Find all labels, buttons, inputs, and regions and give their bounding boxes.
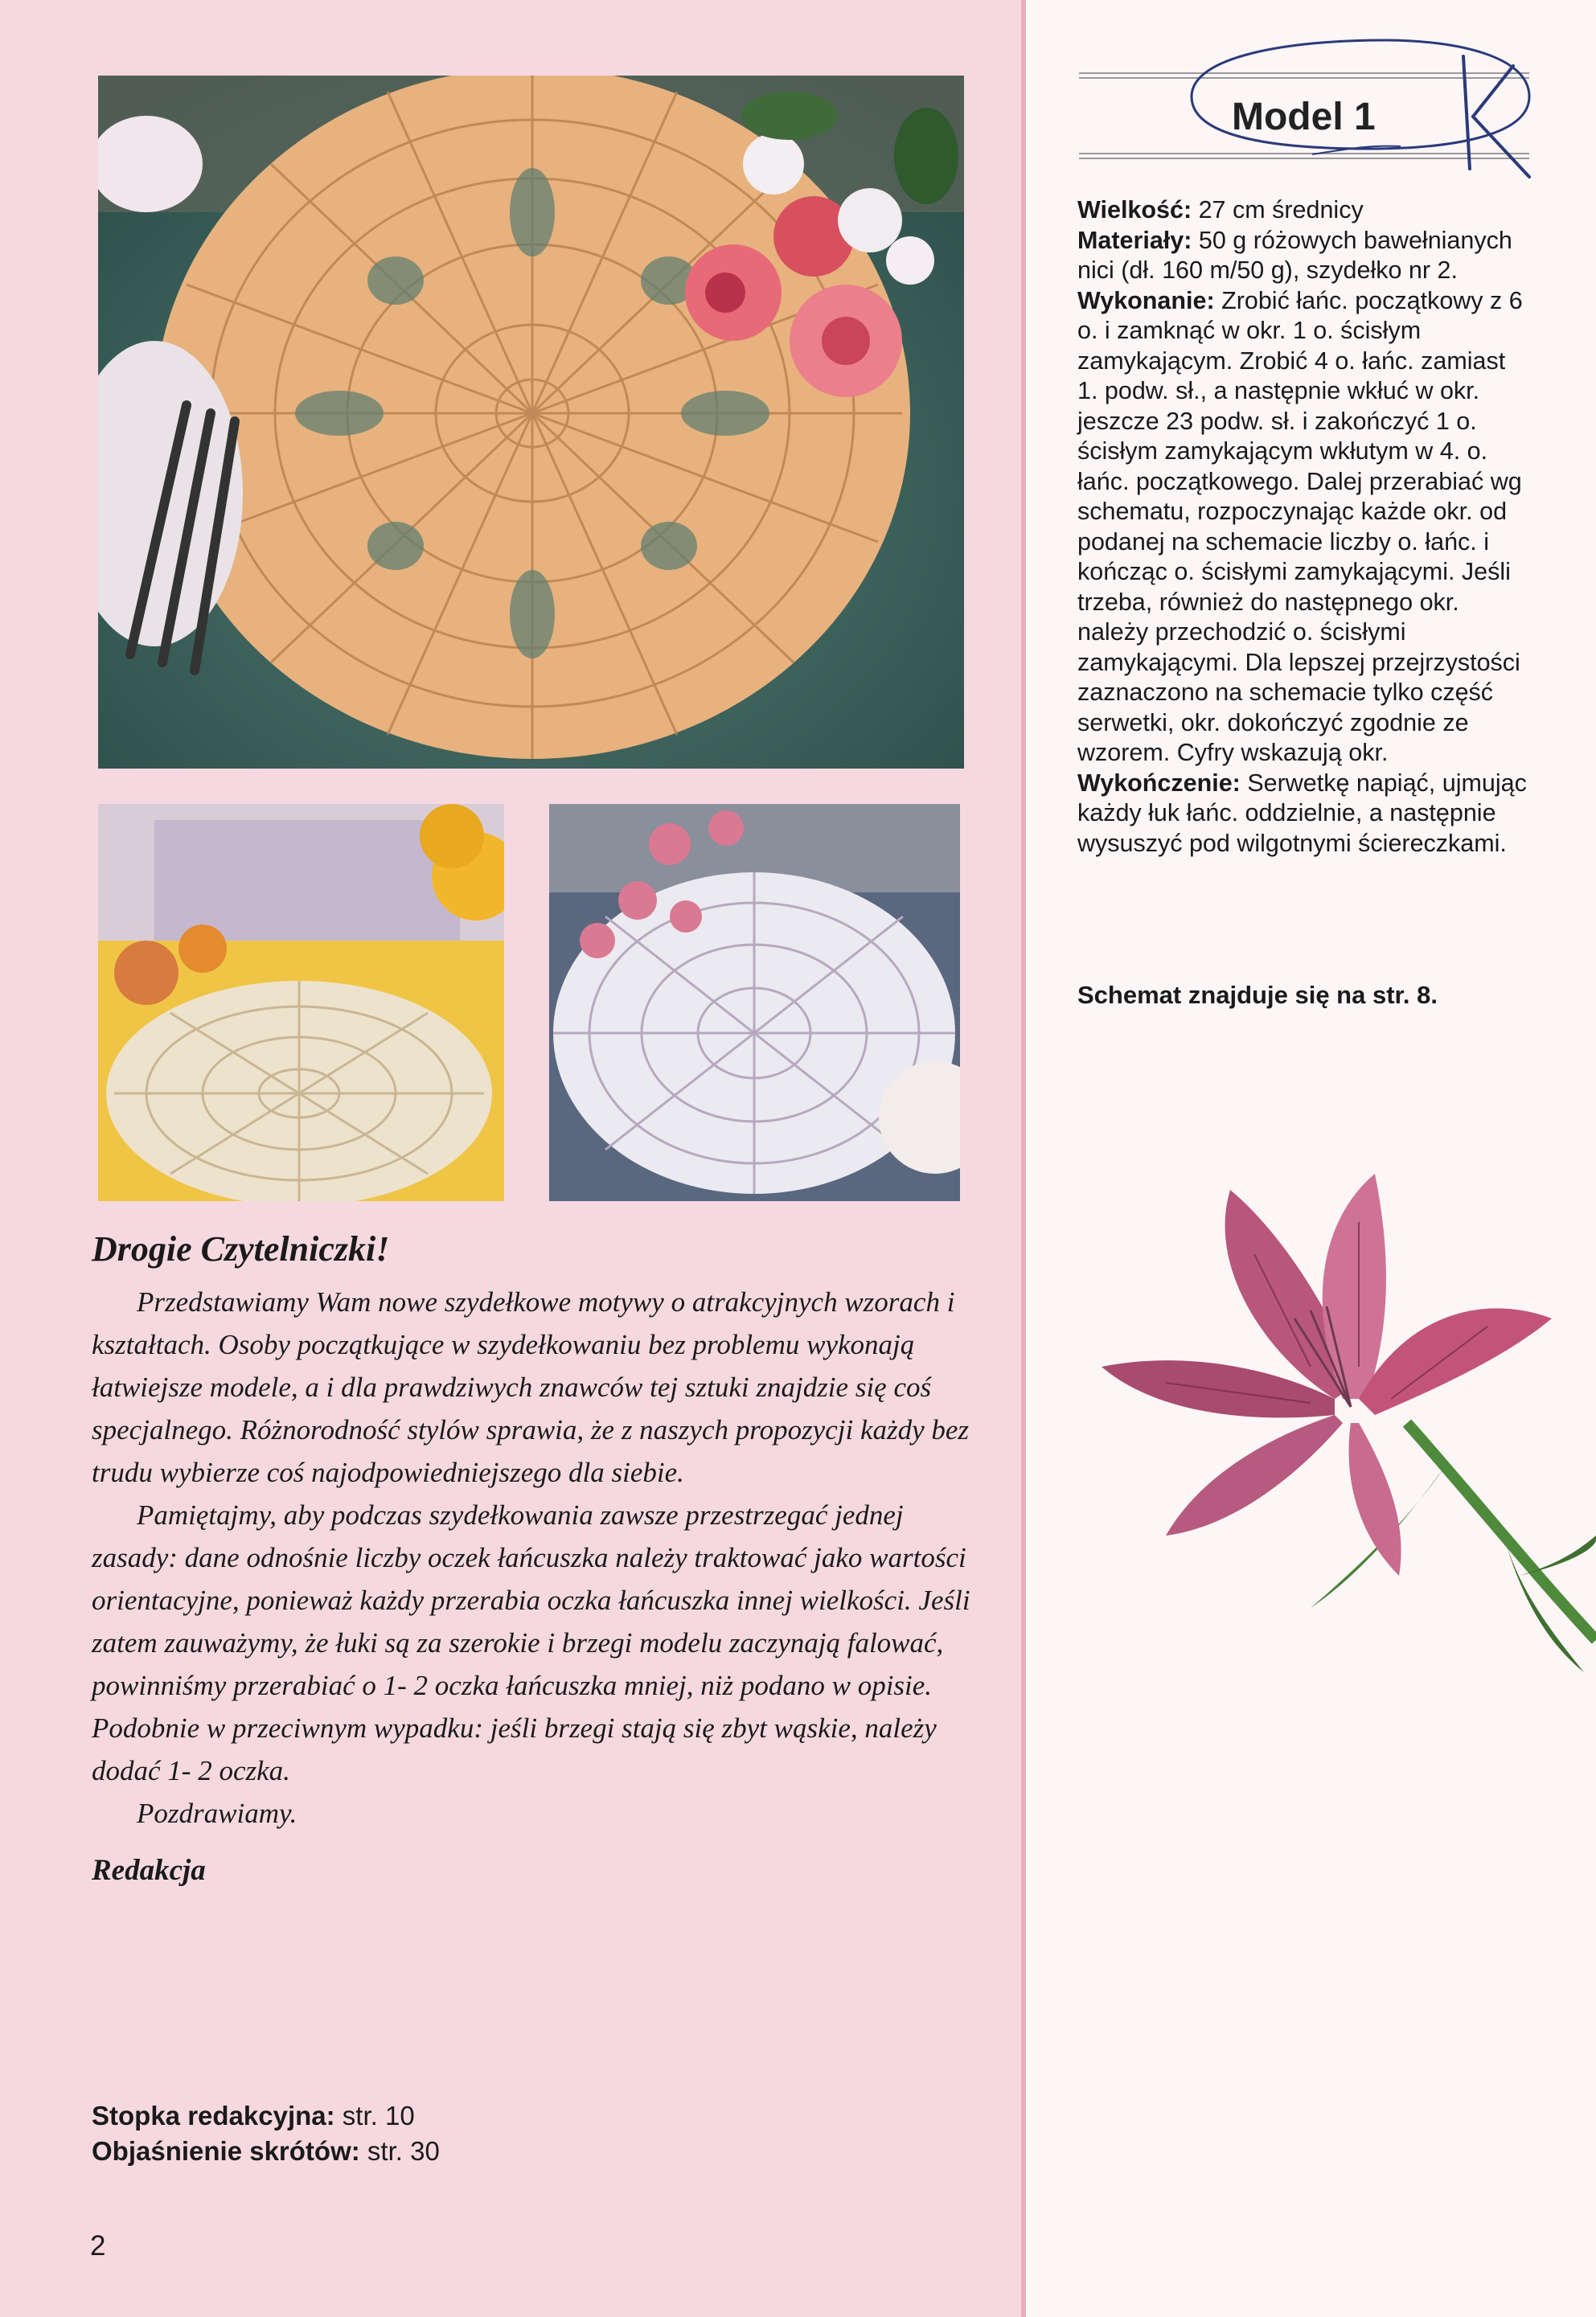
finishing-line xyxy=(1077,769,1528,859)
finishing-value: Serwetkę napiąć, ujmując każdy łuk łańc. oddzielnie, a następnie wysuszyć pod wilgotnymi ściereczkami. xyxy=(1077,769,1527,857)
materials-value: 50 g różowych bawełnianych nici (dł. 160 m/50 g), szydełko nr 2. xyxy=(1077,226,1512,284)
editorial-letter xyxy=(92,1228,984,1892)
abbreviations-label: Objaśnienie skrótów: xyxy=(92,2136,360,2166)
scheme-note: Schemat znajduje się na str. 8. xyxy=(1077,981,1438,1009)
letter-title: Drogie Czytelniczki! xyxy=(92,1229,390,1269)
main-doily-photo xyxy=(98,76,964,769)
size-value: 27 cm średnicy xyxy=(1198,196,1364,223)
execution-label: Wykonanie: xyxy=(1077,286,1215,314)
handwritten-mark-text: K xyxy=(1079,8,1080,9)
letter-paragraph-1: Przedstawiamy Wam nowe szydełkowe motywy o atrakcyjnych wzorach i kształtach. Osoby początkujące w szydełkowaniu bez problemu wykonają łatwiejsze modele, a i dla prawdziwych znawców tej sztuki znajdzie się coś specjalnego. Różnorodność stylów sprawia, że z naszych propozycji każdy bez trudu wybierze coś najodpowiedniejszego dla siebie. xyxy=(92,1286,970,1488)
execution-value: Zrobić łańc. początkowy z 6 o. i zamknąć w okr. 1 o. ścisłym zamykającym. Zrobić 4 o. łańc. zamiast 1. podw. sł., a następnie wkłuć w okr. jeszcze 23 podw. sł. i zakończyć 1 o. ścisłym zamykającym wkłutym w 4. o. łańc. początkowego. Dalej przerabiać wg schematu, rozpoczynając każde okr. od podanej na schemacie liczby o. łańc. i kończąc o. ścisłymi zamykającymi. Jeśli trzeba, również do następnego okr. należy przechodzić o. ścisłymi zamykającymi. Dla lepszej przejrzystości zaznaczono na schemacie tylko część serwetki, okr. dokończyć zgodnie ze wzorem. Cyfry wskazują okr. xyxy=(1077,286,1523,766)
footer-info xyxy=(92,2098,440,2169)
handwritten-mark xyxy=(1079,8,1578,201)
model-header xyxy=(1079,8,1529,169)
letter-signature: Redakcja xyxy=(92,1854,206,1887)
imprint-value: str. 10 xyxy=(342,2101,415,2130)
lily-flower-image xyxy=(1069,1158,1596,1769)
finishing-label: Wykończenie: xyxy=(1077,769,1241,797)
size-line xyxy=(1077,195,1528,226)
model-description xyxy=(1077,195,1528,859)
small-doily-photo-white xyxy=(549,804,960,1201)
small-doily-photo-peach xyxy=(98,804,504,1201)
imprint-label: Stopka redakcyjna: xyxy=(92,2101,335,2130)
abbreviations-line xyxy=(92,2134,440,2169)
materials-label: Materiały: xyxy=(1077,226,1192,254)
page-number: 2 xyxy=(90,2230,106,2262)
model-title: Model 1 xyxy=(1232,96,1376,138)
execution-line xyxy=(1077,286,1528,769)
materials-line xyxy=(1077,226,1528,286)
letter-paragraph-2: Pamiętajmy, aby podczas szydełkowania zawsze przestrzegać jednej zasady: dane odnośnie liczby oczek łańcuszka należy traktować jako wartości orientacyjne, ponieważ każdy przerabia oczka łańcuszka innej wielkości. Jeśli zatem zauważymy, że łuki są za szerokie i brzegi modelu zaczynają falować, powinniśmy przerabiać o 1- 2 oczka łańcuszka mniej, niż podano w opisie. Podobnie w przeciwnym wypadku: jeśli brzegi stają się zbyt wąskie, należy dodać 1- 2 oczka. xyxy=(92,1499,970,1786)
letter-greeting: Pozdrawiamy. xyxy=(137,1798,297,1829)
abbreviations-value: str. 30 xyxy=(367,2136,440,2166)
size-label: Wielkość: xyxy=(1077,196,1192,223)
imprint-line xyxy=(92,2098,440,2134)
